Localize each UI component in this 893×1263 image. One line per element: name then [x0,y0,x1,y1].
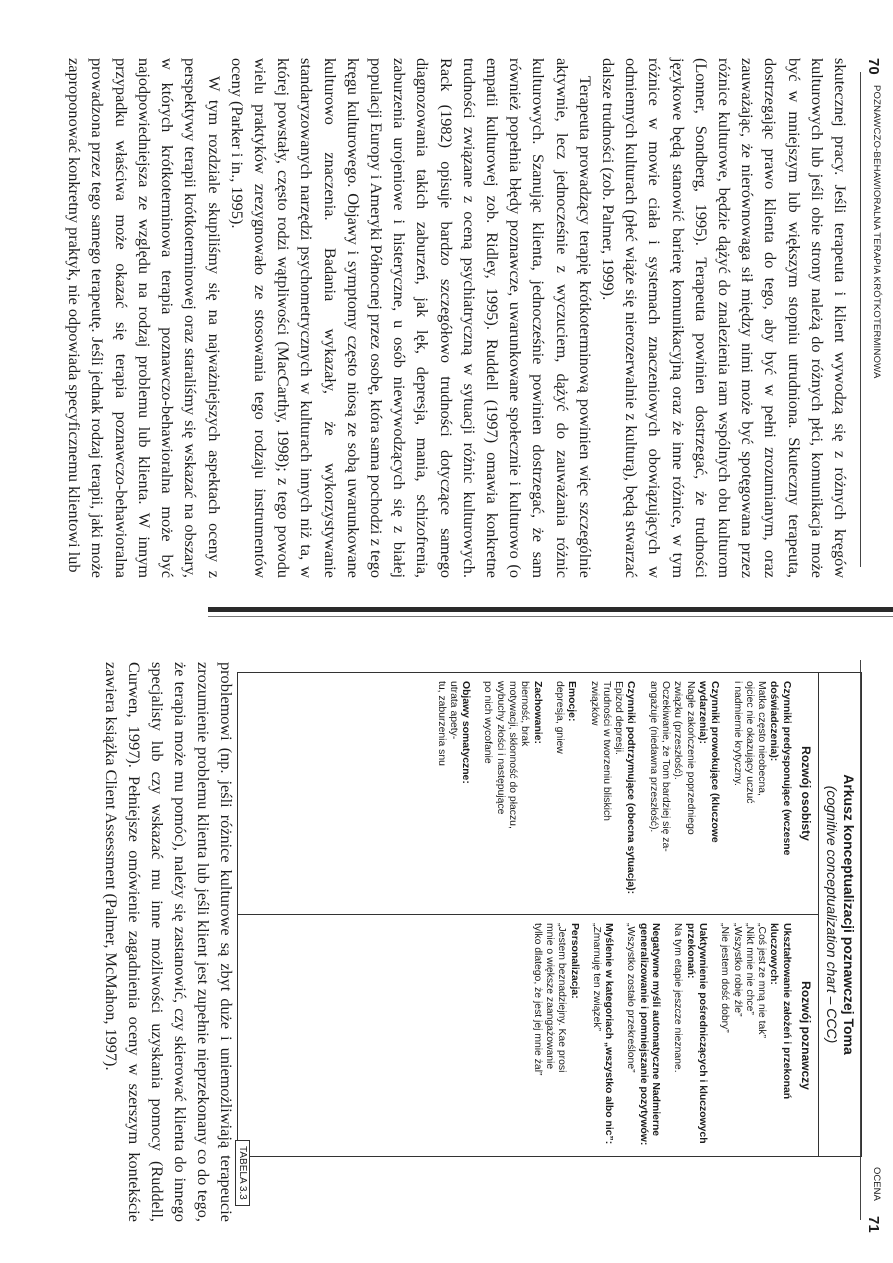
table-entry [553,681,578,906]
entry-line: Nagłe zakończenie poprzedniego [684,681,696,835]
running-head-right: OCENA [871,1167,882,1201]
paragraph-continuation: problemowi (np. jeśli różnice kulturowe są zbyt duże i uniemożliwiają terapeucie zrozumienie problemu klienta lub jeśli klient jest zupełnie nieprzekonany co do tego, że terapia może mu pomóc), należy się zastanowić, czy skierować klienta do innego specjalisty lub czy wskazać mu inne możliwości uzyskania pomocy (Ruddell, Curwen, 1997). Pełniejsze omówienie zagadnienia oceny w szerszym kontekście zawiera książka Client Assessment (Palmer, McMahon, 1997). [102,662,236,1222]
entry-label: Negatywne myśli automatyczne Nadmierne generalizowanie i pomniejszanie pozytywów: [637,923,662,1146]
entry-line: „Wszystko zostało przekreślone” [625,923,637,1073]
entry-line: Trudności w tworzeniu bliskich [600,681,612,821]
entry-label: Zachowanie: [531,681,543,744]
header-rule-left [860,72,861,567]
entry-line: angażuje (niedawna przeszłość). [647,681,659,833]
entry-label: Personalizacja: [568,923,580,999]
entry-line: tylko dlatego, że jest jej mnie żal” [531,923,543,1076]
entry-label: Myślenie w kategoriach „wszystko albo nic”: [603,923,615,1145]
entry-line: Oczekiwanie, że Tom bardziej się za- [660,681,672,852]
entry-line: tu, zaburzenia snu [435,681,447,766]
table-entry [481,681,542,906]
running-head-left: POZNAWCZO-BEHAWIORALNA TERAPIA KRÓTKOTERMINOWA [871,85,882,379]
table-entry [587,681,636,906]
entry-label: Czynniki podtrzymujące (obecna sytuacja): [625,681,637,895]
entry-line: ojciec nie okazujący uczuć [743,681,755,804]
column-header-right: Rozwój poznawczy [799,981,813,1090]
entry-line: „Nie jestem dość dobry” [719,923,731,1033]
entry-line: „Jestem beznadziejny. Kae prosi [556,923,568,1073]
entry-label: Czynniki prowokujące (kluczowe wydarzenia): [696,681,721,843]
table-entry [434,681,471,906]
page-71-text [0,662,238,1222]
entry-line: utrata apety- [447,681,459,740]
entry-line: związków [588,681,600,726]
entry-line: związku (przeszłość). [672,681,684,780]
entry-line: i nadmiernie krytyczny. [731,681,743,786]
column-personal-development [238,673,818,914]
entry-line: „Zmarnuję ten związek” [590,923,602,1031]
page-70-text [42,58,852,578]
table-entry [718,923,792,1148]
page-number-71: 71 [865,1216,882,1233]
page-70 [0,0,893,610]
paragraph-3: W tym rozdziale skupiliśmy się na najważniejszych aspektach oceny z perspektywy terapii krótkoterminowej oraz staraliśmy się wskazać na obszary, w których krótkoterminowa terapia poznawczo-behawioralna może być najodpowiedniejsza ze względu na rodzaj problemu lub klienta. W innym przypadku właściwa może okazać się terapia poznawczo-behawioralna prowadzona przez tego samego terapeutę. Jeśli jednak rodzaj terapii, jaki może zaproponować konkretny praktyk, nie odpowiada specyficznemu klientowi lub [65,58,224,578]
paragraph-1: skutecznej pracy. Jeśli terapeuta i klient wywodzą się z różnych kręgów kulturowych lub jeśli obie strony należą do różnych płci, komunikacja może być w mniejszym lub większym stopniu utrudniona. Skuteczny terapeuta, dostrzegając prawo klienta do tego, aby być w pełni zrozumianym, oraz zauważając, że nierównowaga sił między nimi może być spotęgowana przez różnice kulturowe, będzie dążyć do znalezienia ram wspólnych obu kulturom (Lonner, Sondberg, 1995). Terapeuta powinien dostrzegać, że trudności językowe będą stanowić barierę komunikacyjną oraz że inne różnice, w tym różnice w mowie ciała i systemach znaczeniowych obowiązujących w odmiennych kulturach (płeć wiąże się nierozerwalnie z kulturą), będą stwarzać dalsze trudności (zob. Palmer, 1999). [598,58,850,578]
page-number-70: 70 [865,58,882,75]
entry-line: Matka często nieobecna, [756,681,768,796]
entry-line: Epizod depresji. [613,681,625,755]
entry-label: Uaktywnienie pośredniczących i kluczowych przekonań: [684,923,708,1144]
entry-line: mnie o większe zaangażowanie [543,923,555,1070]
table-columns [238,673,819,1156]
table-subtitle: (cognitive conceptualization chart – CCC) [824,785,840,1044]
table-badge: TABELA 3.3 [235,1140,250,1206]
entry-line: bierność, brak [519,681,531,747]
column-header-left: Rozwój osobisty [799,746,813,841]
entry-label: Czynniki predysponujące (wczesne doświadczenia): [768,681,792,856]
table-title: Arkusz konceptualizacji poznawczej Toma [841,774,857,1055]
entry-line: depresja, gniew [553,681,565,754]
entry-label: Objawy somatyczne: [460,681,472,784]
column-cognitive-development [238,914,818,1156]
entry-line: po nich wycofanie [482,681,494,764]
table-3-3 [237,672,862,1157]
table-entry [730,681,791,906]
entry-line: „Nikt mnie nie chce” [743,923,755,1015]
entry-line: wybuchy złości i następujące [494,681,506,815]
entry-line: „Coś jest ze mną nie tak” [756,923,768,1038]
table-entry [671,923,708,1148]
table-entry [530,923,579,1148]
entry-line: „Wszystko robię źle” [731,923,743,1017]
entry-line: Na tym etapie jeszcze nieznane. [672,923,684,1073]
entry-label: Emocje: [566,681,578,722]
table-entry [646,681,720,906]
table-entry [624,923,661,1148]
entry-line: motywacji, skłonność do płaczu, [507,681,519,829]
table-entry [590,923,615,1148]
entry-label: Ukształtowanie założeń i przekonań kluczowych: [768,923,792,1100]
paragraph-2: Terapeuta prowadzący terapię krótkoterminową powinien więc szczególnie aktywnie, lecz jednocześnie z wyczuciem, dążyć do zauważania różnic kulturowych. Szanując klienta, jednocześnie powinien dostrzegać, że sam również popełnia błędy poznawcze, uwarunkowane społecznie i kulturowo (o empatii kulturowej zob. Ridley, 1995). Ruddell (1997) omawia konkretne trudności związane z oceną psychiatryczną w sytuacji różnic kulturowych. Rack (1982) opisuje bardzo szczegółowo trudności dotyczące samego diagnozowania takich zaburzeń, jak lęk, depresja, mania, schizofrenia, zaburzenia urojeniowe i histeryczne, u osób niewywodzących się z białej populacji Europy i Ameryki Północnej przez osobę, która sama pochodzi z tego kręgu kulturowego. Objawy i symptomy często niosą ze sobą uwarunkowane kulturowo znaczenia. Badania wykazały, że wykorzystywanie standaryzowanych narzędzi psychometrycznych w kulturach innych niż ta, w której powstały, często rodzi wątpliwości (MacCarthy, 1998); z tego powodu wielu praktyków zrezygnowało ze stosowania tego rodzaju instrumentów oceny (Parker i in., 1995). [227,58,595,578]
